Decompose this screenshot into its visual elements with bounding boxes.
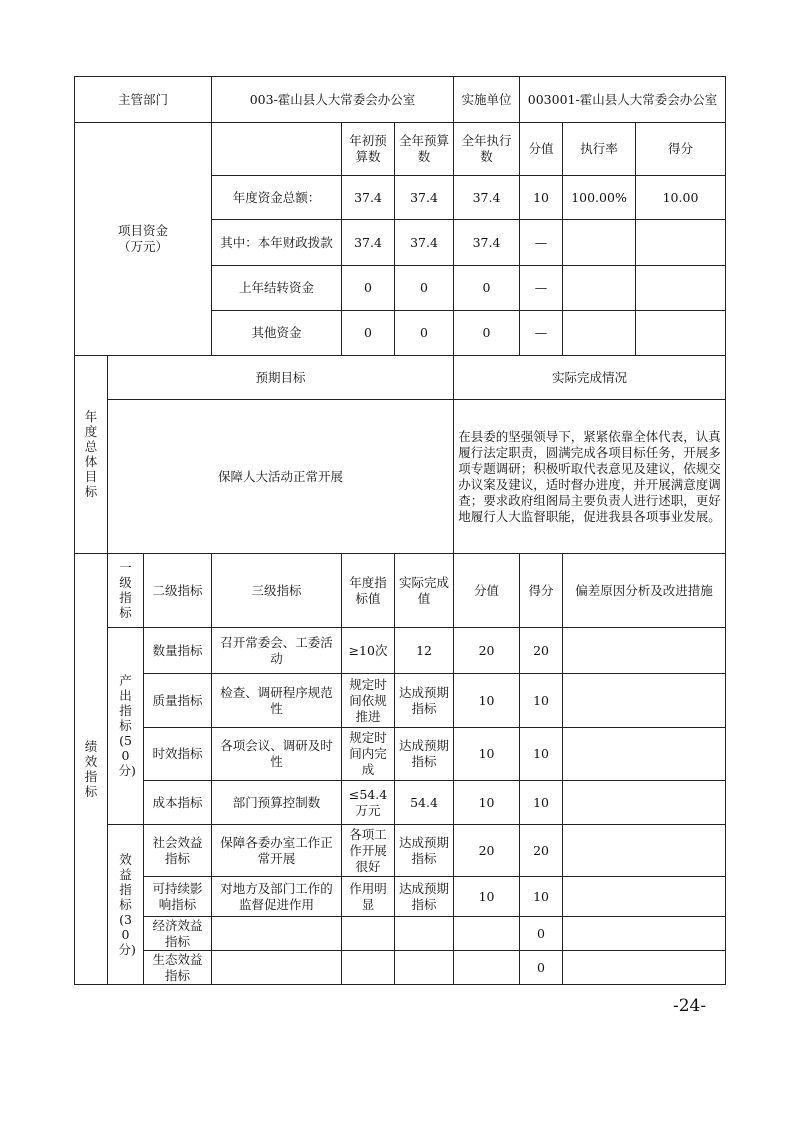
level3-cell: 部门预算控制数: [212, 781, 342, 825]
funds-cell: 0: [342, 311, 395, 356]
funds-section-label: 项目资金 （万元）: [75, 123, 212, 356]
actual-goal-header: 实际完成情况: [454, 356, 726, 400]
target-cell: 作用明显: [342, 877, 395, 917]
level2-cell: 社会效益指标: [144, 825, 212, 877]
performance-section-label: 绩效指标: [75, 554, 108, 985]
deviation-cell: [563, 877, 726, 917]
level2-cell: 经济效益指标: [144, 917, 212, 951]
funds-row-label: 年度资金总额：: [212, 176, 342, 220]
funds-cell: 37.4: [395, 176, 454, 220]
funds-cell: [636, 266, 726, 311]
level3-cell: 检查、调研程序规范性: [212, 674, 342, 728]
funds-col-header: 执行率: [563, 123, 636, 176]
actual-goal-text: 在县委的坚强领导下，紧紧依靠全体代表，认真履行法定职责，圆满完成各项目标任务，开展多项专题调研；积极听取代表意见及建议，依规交办议案及建议，适时督办进度，并开展满意度调查；要求政府组阁局主要负责人进行述职，更好地履行人大监督职能，促进我县各项事业发展。: [454, 400, 726, 554]
value-cell: 10: [454, 674, 520, 728]
deviation-cell: [563, 917, 726, 951]
target-header: 年度指标值: [342, 554, 395, 628]
funds-cell: [563, 220, 636, 266]
target-cell: 各项工作开展很好: [342, 825, 395, 877]
output-group-label: 产出指标(50分): [108, 628, 144, 825]
level3-cell: 保障各委办室工作正常开展: [212, 825, 342, 877]
unit-value: 003001-霍山县人大常委会办公室: [520, 77, 726, 123]
unit-label: 实施单位: [454, 77, 520, 123]
actual-cell: 达成预期指标: [395, 674, 454, 728]
performance-table: [74, 76, 726, 985]
funds-cell: 37.4: [342, 176, 395, 220]
funds-cell: 37.4: [342, 220, 395, 266]
funds-row-label: 其他资金: [212, 311, 342, 356]
funds-cell: 0: [342, 266, 395, 311]
funds-cell: [563, 266, 636, 311]
deviation-header: 偏差原因分析及改进措施: [563, 554, 726, 628]
level1-header: 一级指标: [108, 554, 144, 628]
value-cell: 20: [454, 825, 520, 877]
score-cell: 10: [520, 781, 563, 825]
score-cell: 10: [520, 674, 563, 728]
funds-cell: 0: [395, 266, 454, 311]
value-cell: 20: [454, 628, 520, 674]
value-cell: 10: [454, 728, 520, 781]
level3-header: 三级指标: [212, 554, 342, 628]
actual-cell: 达成预期指标: [395, 877, 454, 917]
score-cell: 20: [520, 825, 563, 877]
value-cell: [454, 951, 520, 985]
funds-blank-header: [212, 123, 342, 176]
target-cell: 规定时间依规推进: [342, 674, 395, 728]
funds-cell: 100.00%: [563, 176, 636, 220]
funds-cell: 0: [454, 266, 520, 311]
goals-section-label: 年度总体目标: [75, 356, 108, 554]
score-cell: 0: [520, 951, 563, 985]
funds-col-header: 分值: [520, 123, 563, 176]
level2-cell: 可持续影响指标: [144, 877, 212, 917]
actual-cell: 达成预期指标: [395, 728, 454, 781]
funds-cell: —: [520, 311, 563, 356]
level2-cell: 时效指标: [144, 728, 212, 781]
funds-cell: 37.4: [454, 220, 520, 266]
funds-col-header: 年初预算数: [342, 123, 395, 176]
score-cell: 10: [520, 877, 563, 917]
level2-header: 二级指标: [144, 554, 212, 628]
funds-col-header: 全年预算数: [395, 123, 454, 176]
dept-label: 主管部门: [75, 77, 212, 123]
actual-cell: 12: [395, 628, 454, 674]
score-value-header: 分值: [454, 554, 520, 628]
value-cell: 10: [454, 781, 520, 825]
target-cell: 规定时间内完成: [342, 728, 395, 781]
funds-cell: 37.4: [395, 220, 454, 266]
deviation-cell: [563, 674, 726, 728]
score-cell: 10: [520, 728, 563, 781]
expected-goal-text: 保障人大活动正常开展: [108, 400, 454, 554]
funds-col-header: 得分: [636, 123, 726, 176]
deviation-cell: [563, 825, 726, 877]
score-header: 得分: [520, 554, 563, 628]
actual-header: 实际完成值: [395, 554, 454, 628]
level2-cell: 质量指标: [144, 674, 212, 728]
score-cell: 20: [520, 628, 563, 674]
funds-cell: 10.00: [636, 176, 726, 220]
target-cell: ≤54.4万元: [342, 781, 395, 825]
funds-cell: [636, 220, 726, 266]
value-cell: [454, 917, 520, 951]
actual-cell: [395, 917, 454, 951]
score-cell: 0: [520, 917, 563, 951]
funds-cell: 0: [454, 311, 520, 356]
deviation-cell: [563, 781, 726, 825]
level3-cell: [212, 951, 342, 985]
actual-cell: 达成预期指标: [395, 825, 454, 877]
level2-cell: 成本指标: [144, 781, 212, 825]
level3-cell: 各项会议、调研及时性: [212, 728, 342, 781]
funds-col-header: 全年执行数: [454, 123, 520, 176]
deviation-cell: [563, 951, 726, 985]
target-cell: ≥10次: [342, 628, 395, 674]
page-number: -24-: [673, 996, 707, 1016]
funds-cell: —: [520, 220, 563, 266]
level3-cell: 召开常委会、工委活动: [212, 628, 342, 674]
funds-cell: 10: [520, 176, 563, 220]
benefit-group-label: 效益指标(30分): [108, 825, 144, 985]
deviation-cell: [563, 628, 726, 674]
value-cell: 10: [454, 877, 520, 917]
actual-cell: [395, 951, 454, 985]
level2-cell: 数量指标: [144, 628, 212, 674]
level3-cell: 对地方及部门工作的监督促进作用: [212, 877, 342, 917]
funds-cell: [636, 311, 726, 356]
target-cell: [342, 951, 395, 985]
level2-cell: 生态效益指标: [144, 951, 212, 985]
expected-goal-header: 预期目标: [108, 356, 454, 400]
actual-cell: 54.4: [395, 781, 454, 825]
level3-cell: [212, 917, 342, 951]
funds-cell: —: [520, 266, 563, 311]
funds-cell: [563, 311, 636, 356]
target-cell: [342, 917, 395, 951]
funds-cell: 0: [395, 311, 454, 356]
funds-row-label: 其中：本年财政拨款: [212, 220, 342, 266]
funds-row-label: 上年结转资金: [212, 266, 342, 311]
funds-cell: 37.4: [454, 176, 520, 220]
dept-value: 003-霍山县人大常委会办公室: [212, 77, 454, 123]
deviation-cell: [563, 728, 726, 781]
